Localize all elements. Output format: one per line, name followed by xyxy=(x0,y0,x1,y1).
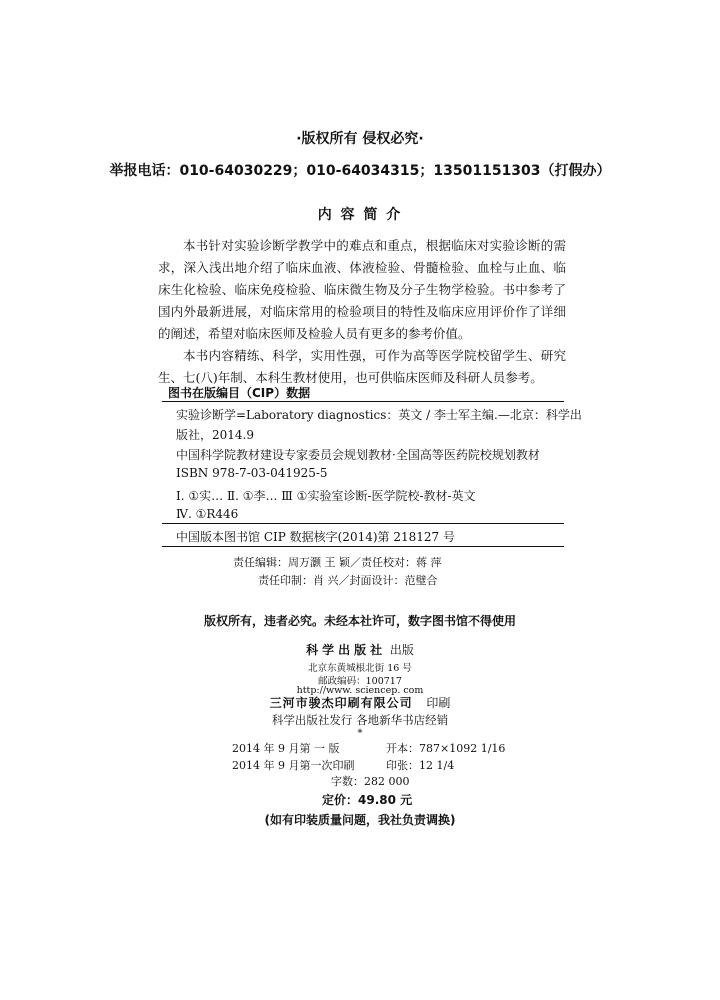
printer-name: 三河市骏杰印刷有限公司 xyxy=(269,696,413,710)
cip-record: 中国版本图书馆 CIP 数据核字(2014)第 218127 号 xyxy=(176,530,455,544)
printed-sheets: 印张：12 1/4 xyxy=(386,759,455,772)
copyright-notice: ·版权所有 侵权必究· xyxy=(296,131,424,147)
publisher-role: 出版 xyxy=(389,643,414,657)
publisher-postcode: 邮政编码：100717 xyxy=(318,676,402,687)
summary-title: 内 容 简 介 xyxy=(317,207,403,223)
book-format: 开本：787×1092 1/16 xyxy=(386,742,506,755)
publisher-name: 科学出版社 xyxy=(306,643,387,657)
cip-classification-1: Ⅰ. ①实… Ⅱ. ①李… Ⅲ ①实验室诊断-医学院校-教材-英文 xyxy=(176,489,476,503)
cip-line-3: 中国科学院教材建设专家委员会规划教材·全国高等医药院校规划教材 xyxy=(176,448,540,462)
distribution: 科学出版社发行 各地新华书店经销 xyxy=(271,713,449,727)
quality-note: (如有印装质量问题，我社负责调换) xyxy=(264,813,456,827)
separator-star: * xyxy=(357,728,363,739)
editors-line-2: 责任印制：肖 兴／封面设计：范璧合 xyxy=(258,574,438,587)
cip-line-2: 版社，2014.9 xyxy=(176,428,254,442)
cip-line-1: 实验诊断学=Laboratory diagnostics：英文 / 李士军主编.—北京：科学出 xyxy=(176,408,582,422)
price: 定价：49.80 元 xyxy=(322,793,413,807)
printer-role: 印刷 xyxy=(426,696,451,710)
word-count: 字数：282 000 xyxy=(331,775,410,788)
publisher-line xyxy=(0,641,720,658)
report-hotline: 举报电话：010-64030229；010-64034315；13501151303（打假办） xyxy=(109,163,611,179)
cip-classification-2: Ⅳ. ①R446 xyxy=(176,507,239,521)
first-edition: 2014 年 9 月第 一 版 xyxy=(232,742,340,755)
cip-heading: 图书在版编目（CIP）数据 xyxy=(168,386,311,400)
publisher-address: 北京东黄城根北街 16 号 xyxy=(308,663,412,674)
editors-line-1: 责任编辑：周万灏 王 颖／责任校对：蒋 萍 xyxy=(233,556,442,569)
publisher-website: http://www. sciencep. com xyxy=(296,685,424,696)
cip-top-rule xyxy=(162,401,564,402)
cip-bottom-rule xyxy=(162,546,564,547)
printer-line xyxy=(0,694,720,711)
cip-isbn: ISBN 978-7-03-041925-5 xyxy=(176,466,328,480)
first-printing: 2014 年 9 月第一次印刷 xyxy=(232,759,355,772)
rights-statement: 版权所有，违者必究。未经本社许可，数字图书馆不得使用 xyxy=(203,614,516,628)
cip-middle-rule xyxy=(162,523,564,524)
summary-paragraph-2: 本书内容精练、科学，实用性强，可作为高等医学院校留学生、研究生、七(八)年制、本科生教材使用，也可供临床医师及科研人员参考。 xyxy=(158,348,566,385)
summary-paragraph-1: 本书针对实验诊断学教学中的难点和重点，根据临床对实验诊断的需求，深入浅出地介绍了临床血液、体液检验、骨髓检验、血栓与止血、临床生化检验、临床免疫检验、临床微生物及分子生物学检验。书中参考了国内外最新进展，对临床常用的检验项目的特性及临床应用评价作了详细的阐述，希望对临床医师及检验人员有更多的参考价值。 xyxy=(158,238,566,341)
